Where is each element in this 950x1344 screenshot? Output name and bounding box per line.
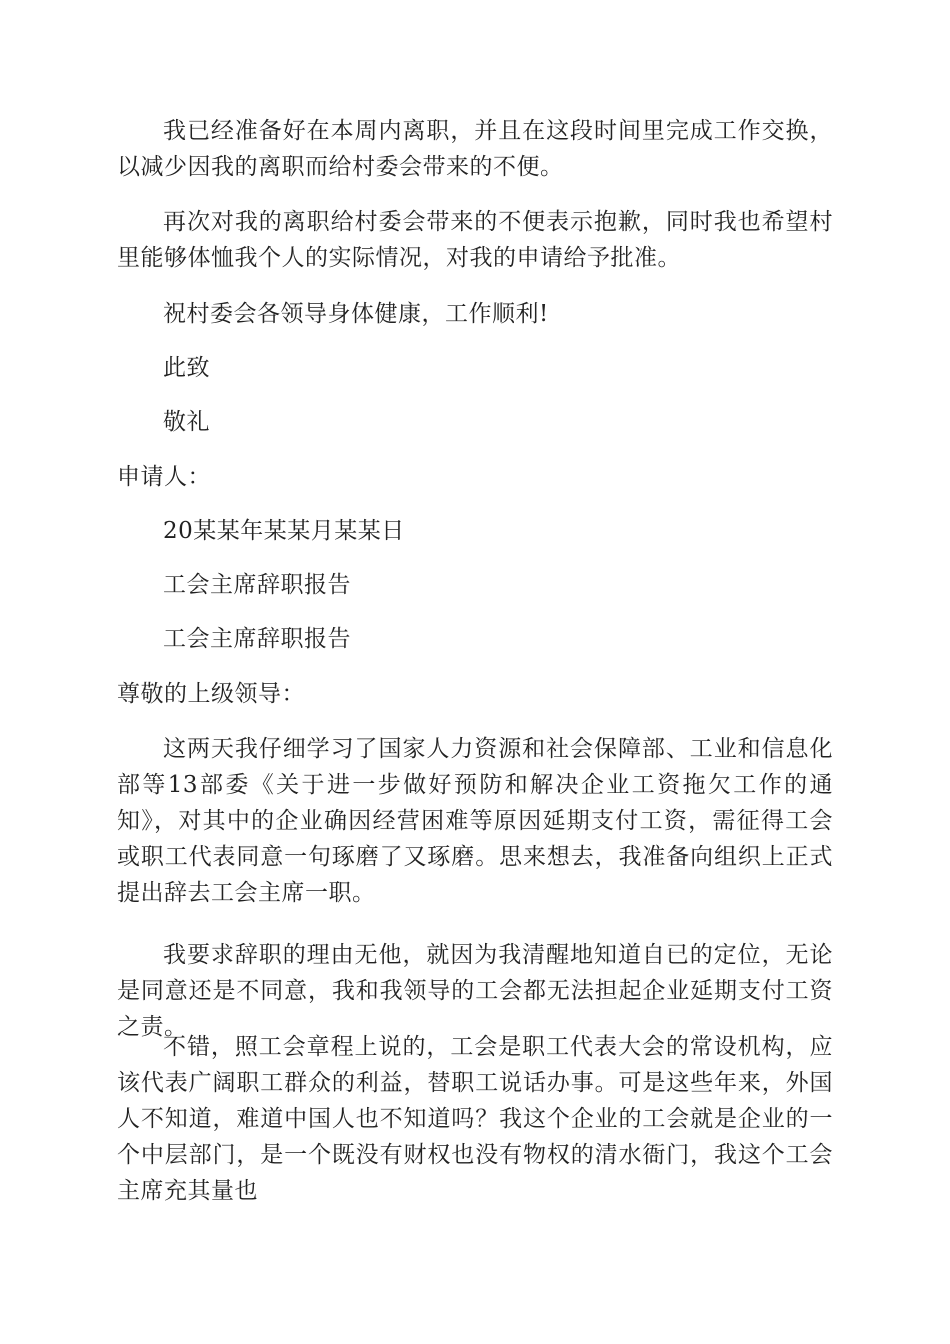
paragraph-apology: 再次对我的离职给村委会带来的不便表示抱歉，同时我也希望村里能够体恤我个人的实际情况，对我的申请给予批准。: [117, 209, 833, 271]
applicant-label: 申请人：: [117, 464, 211, 490]
paragraph-reason: 我要求辞职的理由无他，就因为我清醒地知道自已的定位，无论是同意还是不同意，我和我领导的工会都无法担起企业延期支付工资之责。: [117, 942, 833, 1040]
letter-greeting: 尊敬的上级领导：: [117, 681, 305, 707]
paragraph-wishes: 祝村委会各领导身体健康，工作顺利!: [163, 301, 549, 327]
paragraph-union-role: 不错，照工会章程上说的，工会是职工代表大会的常设机构，应该代表广阔职工群众的利益，替职工说话办事。可是这些年来，外国人不知道，难道中国人也不知道吗？我这个企业的工会就是企业的一个中层部门，是一个既没有财权也没有物权的清水衙门，我这个工会主席充其量也: [117, 1034, 833, 1204]
report-title: 工会主席辞职报告: [163, 572, 351, 598]
date-line: 20某某年某某月某某日: [163, 518, 405, 544]
paragraph-notice-study: 这两天我仔细学习了国家人力资源和社会保障部、工业和信息化部等13部委《关于进一步做好预防和解决企业工资拖欠工作的通知》，对其中的企业确因经营困难等原因延期支付工资，需征得工会或职工代表同意一句琢磨了又琢磨。思来想去，我准备向组织上正式提出辞去工会主席一职。: [117, 736, 833, 906]
closing-regards: 敬礼: [163, 409, 210, 435]
report-title-repeat: 工会主席辞职报告: [163, 626, 351, 652]
paragraph-handover: 我已经准备好在本周内离职，并且在这段时间里完成工作交换，以减少因我的离职而给村委会带来的不便。: [117, 118, 833, 180]
closing-salutation: 此致: [163, 355, 210, 381]
